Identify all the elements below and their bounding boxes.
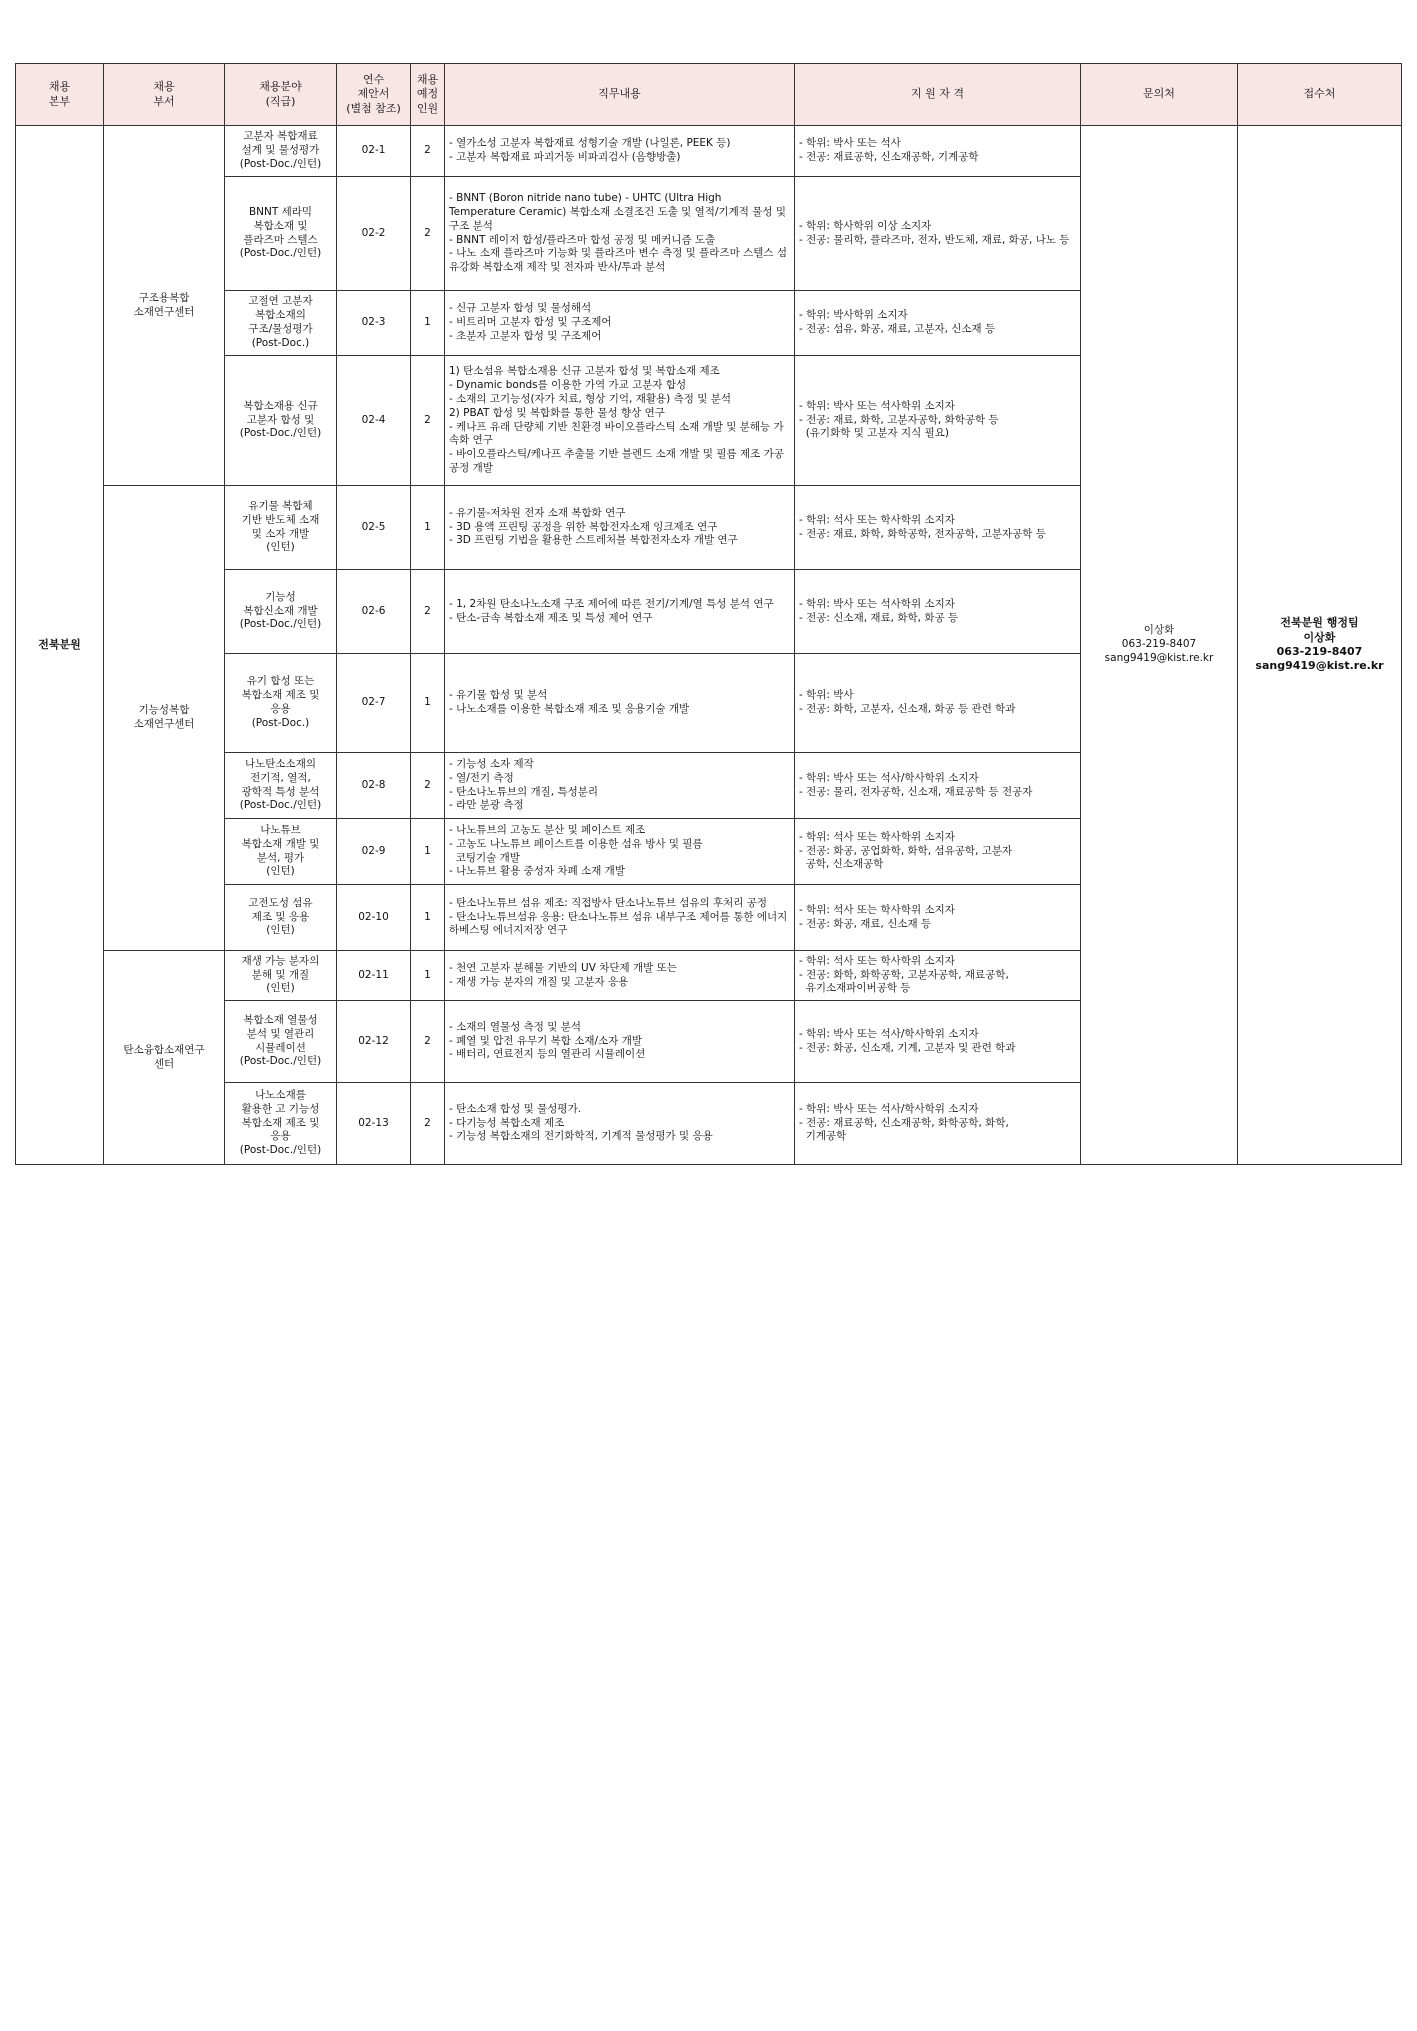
count-cell: 1 xyxy=(411,819,445,885)
duties-cell: - 소재의 열물성 측정 및 분석 - 폐열 및 압전 유무기 복합 소재/소자 개발 - 배터리, 연료전지 등의 열관리 시뮬레이션 xyxy=(445,1001,795,1083)
count-cell: 1 xyxy=(411,885,445,951)
count-cell: 1 xyxy=(411,486,445,570)
code-cell: 02-2 xyxy=(337,177,411,291)
table-row xyxy=(16,126,1402,177)
contact-cell: 이상화 063-219-8407 sang9419@kist.re.kr xyxy=(1081,126,1238,1165)
field-cell: 고전도성 섬유 제조 및 응용 (인턴) xyxy=(225,885,337,951)
code-cell: 02-7 xyxy=(337,654,411,753)
qualification-cell: - 학위: 박사 또는 석사 - 전공: 재료공학, 신소재공학, 기계공학 xyxy=(795,126,1081,177)
header-qualifications: 지 원 자 격 xyxy=(795,64,1081,126)
field-cell: 나노탄소소재의 전기적, 열적, 광학적 특성 분석 (Post-Doc./인턴) xyxy=(225,753,337,819)
qualification-cell: - 학위: 박사학위 소지자 - 전공: 섬유, 화공, 재료, 고분자, 신소재 등 xyxy=(795,291,1081,356)
duties-cell: 1) 탄소섬유 복합소재용 신규 고분자 합성 및 복합소재 제조 - Dynamic bonds를 이용한 가역 가교 고분자 합성 - 소재의 고기능성(자가 치료, 형상 기억, 재활용) 측정 및 분석 2) PBAT 합성 및 복합화를 통한 물성 향상 연구 - 케나프 유래 단량체 기반 친환경 바이오플라스틱 소재 개발 및 분해능 가속화 연구 - 바이오플라스틱/케나프 추출물 기반 블렌드 소재 개발 및 필름 제조 가공공정 개발 xyxy=(445,356,795,486)
dept-cell-carbon: 탄소융합소재연구 센터 xyxy=(104,951,225,1165)
header-dept: 채용 부서 xyxy=(104,64,225,126)
qualification-cell: - 학위: 박사 또는 석사학위 소지자 - 전공: 재료, 화학, 고분자공학, 화학공학 등 (유기화학 및 고분자 지식 필요) xyxy=(795,356,1081,486)
count-cell: 2 xyxy=(411,177,445,291)
field-cell: 유기물 복합체 기반 반도체 소재 및 소자 개발 (인턴) xyxy=(225,486,337,570)
qualification-cell: - 학위: 박사 또는 석사/학사학위 소지자 - 전공: 물리, 전자공학, 신소재, 재료공학 등 전공자 xyxy=(795,753,1081,819)
code-cell: 02-10 xyxy=(337,885,411,951)
field-cell: BNNT 세라믹 복합소재 및 플라즈마 스텔스 (Post-Doc./인턴) xyxy=(225,177,337,291)
count-cell: 1 xyxy=(411,951,445,1001)
hq-cell: 전북분원 xyxy=(16,126,104,1165)
code-cell: 02-5 xyxy=(337,486,411,570)
field-cell: 고분자 복합재료 설계 및 물성평가 (Post-Doc./인턴) xyxy=(225,126,337,177)
count-cell: 2 xyxy=(411,126,445,177)
count-cell: 2 xyxy=(411,570,445,654)
duties-cell: - 열가소성 고분자 복합재료 성형기술 개발 (나일론, PEEK 등) - 고분자 복합재료 파괴거동 비파괴검사 (음향방출) xyxy=(445,126,795,177)
submit-cell: 전북분원 행정팀 이상화 063-219-8407 sang9419@kist.re.kr xyxy=(1238,126,1402,1165)
code-cell: 02-9 xyxy=(337,819,411,885)
count-cell: 2 xyxy=(411,356,445,486)
qualification-cell: - 학위: 박사 또는 석사학위 소지자 - 전공: 신소재, 재료, 화학, 화공 등 xyxy=(795,570,1081,654)
code-cell: 02-11 xyxy=(337,951,411,1001)
header-duties: 직무내용 xyxy=(445,64,795,126)
duties-cell: - BNNT (Boron nitride nano tube) - UHTC (Ultra High Temperature Ceramic) 복합소재 소결조건 도출 및 열적/기계적 물성 및 구조 분석 - BNNT 레이저 합성/플라즈마 합성 공정 및 메커니즘 도출 - 나노 소재 플라즈마 기능화 및 플라즈마 변수 측정 및 플라즈마 스텔스 섬유강화 복합소재 제작 및 전자파 반사/투과 분석 xyxy=(445,177,795,291)
dept-cell-functional: 기능성복합 소재연구센터 xyxy=(104,486,225,951)
recruitment-table xyxy=(15,63,1402,1165)
duties-cell: - 나노튜브의 고농도 분산 및 페이스트 제조 - 고농도 나노튜브 페이스트를 이용한 섬유 방사 및 필름 코팅기술 개발 - 나노튜브 활용 중성자 차폐 소재 개발 xyxy=(445,819,795,885)
header-submit: 접수처 xyxy=(1238,64,1402,126)
header-count: 채용 예정 인원 xyxy=(411,64,445,126)
count-cell: 2 xyxy=(411,1001,445,1083)
field-cell: 고절연 고분자 복합소재의 구조/물성평가 (Post-Doc.) xyxy=(225,291,337,356)
header-field: 채용분야 (직급) xyxy=(225,64,337,126)
duties-cell: - 신규 고분자 합성 및 물성해석 - 비트리머 고분자 합성 및 구조제어 - 초분자 고분자 합성 및 구조제어 xyxy=(445,291,795,356)
qualification-cell: - 학위: 석사 또는 학사학위 소지자 - 전공: 화학, 화학공학, 고분자공학, 재료공학, 유기소재파이버공학 등 xyxy=(795,951,1081,1001)
count-cell: 1 xyxy=(411,654,445,753)
field-cell: 기능성 복합신소재 개발 (Post-Doc./인턴) xyxy=(225,570,337,654)
qualification-cell: - 학위: 박사 또는 석사/학사학위 소지자 - 전공: 재료공학, 신소재공학, 화학공학, 화학, 기계공학 xyxy=(795,1083,1081,1165)
count-cell: 1 xyxy=(411,291,445,356)
duties-cell: - 천연 고분자 분해물 기반의 UV 차단제 개발 또는 - 재생 가능 분자의 개질 및 고분자 응용 xyxy=(445,951,795,1001)
duties-cell: - 탄소소재 합성 및 물성평가. - 다기능성 복합소재 제조 - 기능성 복합소재의 전기화학적, 기계적 물성평가 및 응용 xyxy=(445,1083,795,1165)
count-cell: 2 xyxy=(411,753,445,819)
qualification-cell: - 학위: 석사 또는 학사학위 소지자 - 전공: 재료, 화학, 화학공학, 전자공학, 고분자공학 등 xyxy=(795,486,1081,570)
code-cell: 02-6 xyxy=(337,570,411,654)
field-cell: 나노튜브 복합소재 개발 및 분석, 평가 (인턴) xyxy=(225,819,337,885)
duties-cell: - 탄소나노튜브 섬유 제조: 직접방사 탄소나노튜브 섬유의 후처리 공정 - 탄소나노튜브섬유 응용: 탄소나노튜브 섬유 내부구조 제어를 통한 에너지하베스팅 에너지저장 연구 xyxy=(445,885,795,951)
qualification-cell: - 학위: 박사 또는 석사/학사학위 소지자 - 전공: 화공, 신소재, 기계, 고분자 및 관련 학과 xyxy=(795,1001,1081,1083)
code-cell: 02-4 xyxy=(337,356,411,486)
field-cell: 복합소재용 신규 고분자 합성 및 (Post-Doc./인턴) xyxy=(225,356,337,486)
qualification-cell: - 학위: 석사 또는 학사학위 소지자 - 전공: 화공, 재료, 신소재 등 xyxy=(795,885,1081,951)
field-cell: 나노소재를 활용한 고 기능성 복합소재 제조 및 응용 (Post-Doc./인턴) xyxy=(225,1083,337,1165)
code-cell: 02-12 xyxy=(337,1001,411,1083)
header-proposal: 연수 제안서 (별첨 참조) xyxy=(337,64,411,126)
field-cell: 유기 합성 또는 복합소재 제조 및 응용 (Post-Doc.) xyxy=(225,654,337,753)
header-contact: 문의처 xyxy=(1081,64,1238,126)
dept-cell-structural: 구조용복합 소재연구센터 xyxy=(104,126,225,486)
header-hq: 채용 본부 xyxy=(16,64,104,126)
code-cell: 02-13 xyxy=(337,1083,411,1165)
code-cell: 02-3 xyxy=(337,291,411,356)
qualification-cell: - 학위: 학사학위 이상 소지자 - 전공: 물리학, 플라즈마, 전자, 반도체, 재료, 화공, 나노 등 xyxy=(795,177,1081,291)
duties-cell: - 기능성 소자 제작 - 열/전기 측정 - 탄소나노튜브의 개질, 특성분리 - 라만 분광 측정 xyxy=(445,753,795,819)
duties-cell: - 1, 2차원 탄소나노소재 구조 제어에 따른 전기/기계/열 특성 분석 연구 - 탄소-금속 복합소재 제조 및 특성 제어 연구 xyxy=(445,570,795,654)
field-cell: 복합소재 열물성 분석 및 열관리 시뮬레이션 (Post-Doc./인턴) xyxy=(225,1001,337,1083)
duties-cell: - 유기물 합성 및 분석 - 나노소재를 이용한 복합소재 제조 및 응용기술 개발 xyxy=(445,654,795,753)
table-header-row xyxy=(16,64,1402,126)
code-cell: 02-1 xyxy=(337,126,411,177)
qualification-cell: - 학위: 석사 또는 학사학위 소지자 - 전공: 화공, 공업화학, 화학, 섬유공학, 고분자 공학, 신소재공학 xyxy=(795,819,1081,885)
qualification-cell: - 학위: 박사 - 전공: 화학, 고분자, 신소재, 화공 등 관련 학과 xyxy=(795,654,1081,753)
count-cell: 2 xyxy=(411,1083,445,1165)
field-cell: 재생 가능 분자의 분해 및 개질 (인턴) xyxy=(225,951,337,1001)
code-cell: 02-8 xyxy=(337,753,411,819)
duties-cell: - 유기물-저차원 전자 소재 복합화 연구 - 3D 용액 프린팅 공정을 위한 복합전자소재 잉크제조 연구 - 3D 프린팅 기법을 활용한 스트레처블 복합전자소자 개발 연구 xyxy=(445,486,795,570)
